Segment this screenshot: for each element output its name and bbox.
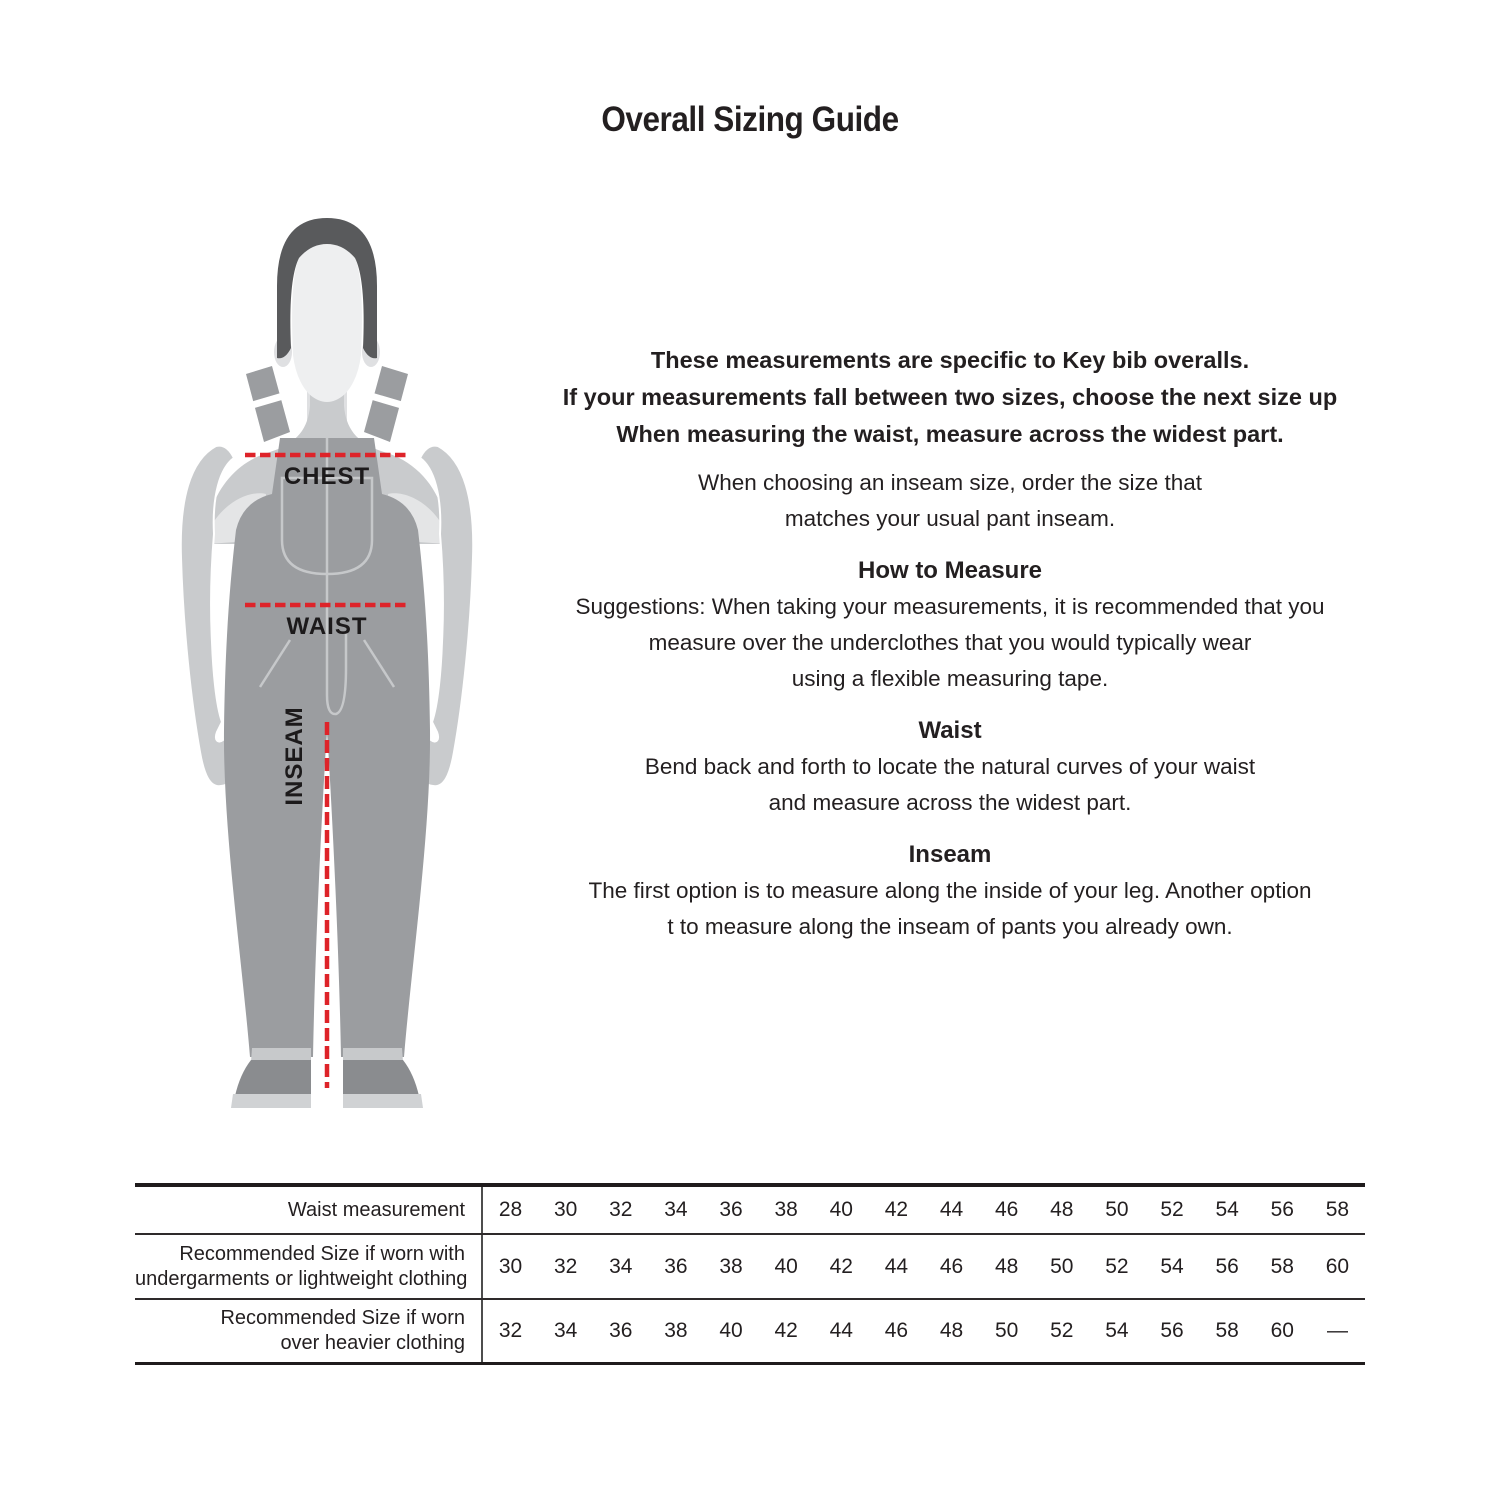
text-line: and measure across the widest part.	[768, 790, 1132, 815]
size-value-cell: 50	[1050, 1254, 1074, 1278]
size-value-cell: 54	[1105, 1319, 1129, 1342]
row-label	[135, 1300, 483, 1362]
size-value-cell: 48	[939, 1319, 964, 1342]
row-label-line: over heavier clothing	[280, 1332, 465, 1354]
size-value-cell: 52	[1105, 1254, 1129, 1278]
row-label-line: Recommended Size if worn with	[179, 1242, 465, 1265]
size-value-cell: 56	[1160, 1319, 1184, 1342]
size-value-cell: 46	[995, 1198, 1019, 1221]
size-value-cell: 44	[884, 1254, 909, 1278]
text-line: Bend back and forth to locate the natural curves of your waist	[644, 754, 1256, 779]
text-line: When choosing an inseam size, order the size that	[697, 470, 1203, 495]
row-label	[135, 1187, 483, 1233]
page-title: Overall Sizing Guide	[601, 100, 899, 139]
inseam-note-paragraph	[550, 465, 1350, 537]
size-value-cell: 36	[664, 1254, 688, 1278]
size-value-cell: 54	[1160, 1254, 1184, 1278]
sizing-table	[135, 1183, 1365, 1365]
inseam-label: INSEAM	[281, 706, 308, 806]
intro-bold-paragraph	[550, 342, 1350, 453]
row-label	[135, 1235, 483, 1298]
section-how-to-measure	[550, 553, 1350, 697]
size-value-cell: 58	[1325, 1198, 1350, 1221]
waist-label: WAIST	[286, 613, 368, 640]
size-value-cell: 58	[1215, 1319, 1239, 1342]
size-value-cell: 36	[719, 1198, 743, 1221]
size-value-cell: 52	[1160, 1198, 1184, 1221]
face-shape	[292, 240, 362, 402]
size-value-cell: 30	[554, 1198, 578, 1221]
table-row	[135, 1187, 1365, 1233]
size-value-cell: 34	[554, 1319, 578, 1342]
row-values	[483, 1235, 1365, 1298]
size-value-cell: 34	[664, 1198, 688, 1221]
size-value-cell: 32	[498, 1319, 523, 1342]
size-value-cell: 44	[939, 1198, 964, 1221]
text-line: measure over the underclothes that you would typically wear	[648, 630, 1252, 655]
figure-svg	[150, 200, 550, 1150]
size-value-cell: 28	[498, 1198, 523, 1221]
text-line: The first option is to measure along the inside of your leg. Another option	[588, 878, 1312, 903]
size-value-cell: 50	[1105, 1198, 1129, 1221]
size-value-cell: 40	[829, 1198, 853, 1221]
size-value-cell: 48	[1050, 1198, 1074, 1221]
size-value-cell: 42	[884, 1198, 909, 1221]
size-value-cell: 58	[1270, 1254, 1294, 1278]
size-value-cell: 40	[719, 1319, 743, 1342]
size-value-cell: 46	[939, 1254, 964, 1278]
size-value-cell: 56	[1215, 1254, 1239, 1278]
size-value-cell: 46	[884, 1319, 909, 1342]
size-value-cell: 52	[1050, 1319, 1074, 1342]
size-value-cell: 50	[995, 1319, 1019, 1342]
section-heading: Inseam	[908, 841, 992, 868]
size-value-cell: 32	[554, 1254, 578, 1278]
size-value-cell: 38	[774, 1198, 798, 1221]
table-row	[135, 1298, 1365, 1362]
size-value-cell: 38	[664, 1319, 688, 1342]
left-cuff-shape	[251, 1048, 311, 1062]
section-body	[550, 589, 1350, 697]
overalls-figure-illustration	[150, 200, 550, 1150]
right-sole-shape	[343, 1094, 423, 1108]
right-cuff-shape	[343, 1048, 403, 1062]
table-row	[135, 1233, 1365, 1298]
size-value-cell: 36	[609, 1319, 633, 1342]
size-value-cell: 34	[609, 1254, 633, 1278]
instructions-column	[550, 342, 1350, 945]
size-value-cell: 40	[774, 1254, 798, 1278]
text-line: These measurements are specific to Key bib overalls.	[650, 347, 1250, 373]
section-body	[550, 749, 1350, 821]
row-label-line: undergarments or lightweight clothing	[135, 1267, 468, 1290]
size-value-cell: 30	[498, 1254, 523, 1278]
size-value-cell: 32	[609, 1198, 633, 1221]
row-label-line: Recommended Size if worn	[220, 1307, 465, 1329]
size-value-cell: 56	[1270, 1198, 1294, 1221]
section-heading: How to Measure	[857, 557, 1043, 584]
left-shoe-shape	[235, 1060, 311, 1096]
size-value-cell: 54	[1215, 1198, 1239, 1221]
left-sole-shape	[231, 1094, 311, 1108]
text-line: using a flexible measuring tape.	[791, 666, 1109, 691]
text-line: Suggestions: When taking your measurements, it is recommended that you	[575, 594, 1325, 619]
size-value-cell: 42	[829, 1254, 853, 1278]
row-values	[483, 1187, 1365, 1233]
text-line: matches your usual pant inseam.	[784, 506, 1116, 531]
text-line: t to measure along the inseam of pants you already own.	[667, 914, 1233, 939]
section-waist	[550, 713, 1350, 821]
section-inseam	[550, 837, 1350, 945]
text-line: If your measurements fall between two sizes, choose the next size up	[562, 384, 1338, 410]
size-value-cell: 38	[719, 1254, 743, 1278]
size-value-cell: —	[1326, 1319, 1348, 1342]
row-label-line: Waist measurement	[287, 1198, 465, 1221]
section-body	[550, 873, 1350, 945]
size-value-cell: 44	[829, 1319, 853, 1342]
section-heading: Waist	[918, 717, 982, 744]
right-shoe-shape	[343, 1060, 419, 1096]
size-value-cell: 48	[995, 1254, 1019, 1278]
row-values	[483, 1300, 1365, 1362]
text-line: When measuring the waist, measure across the widest part.	[616, 421, 1284, 447]
size-value-cell: 60	[1325, 1254, 1350, 1278]
size-value-cell: 60	[1270, 1319, 1294, 1342]
chest-label: CHEST	[283, 463, 371, 490]
size-value-cell: 42	[774, 1319, 798, 1342]
